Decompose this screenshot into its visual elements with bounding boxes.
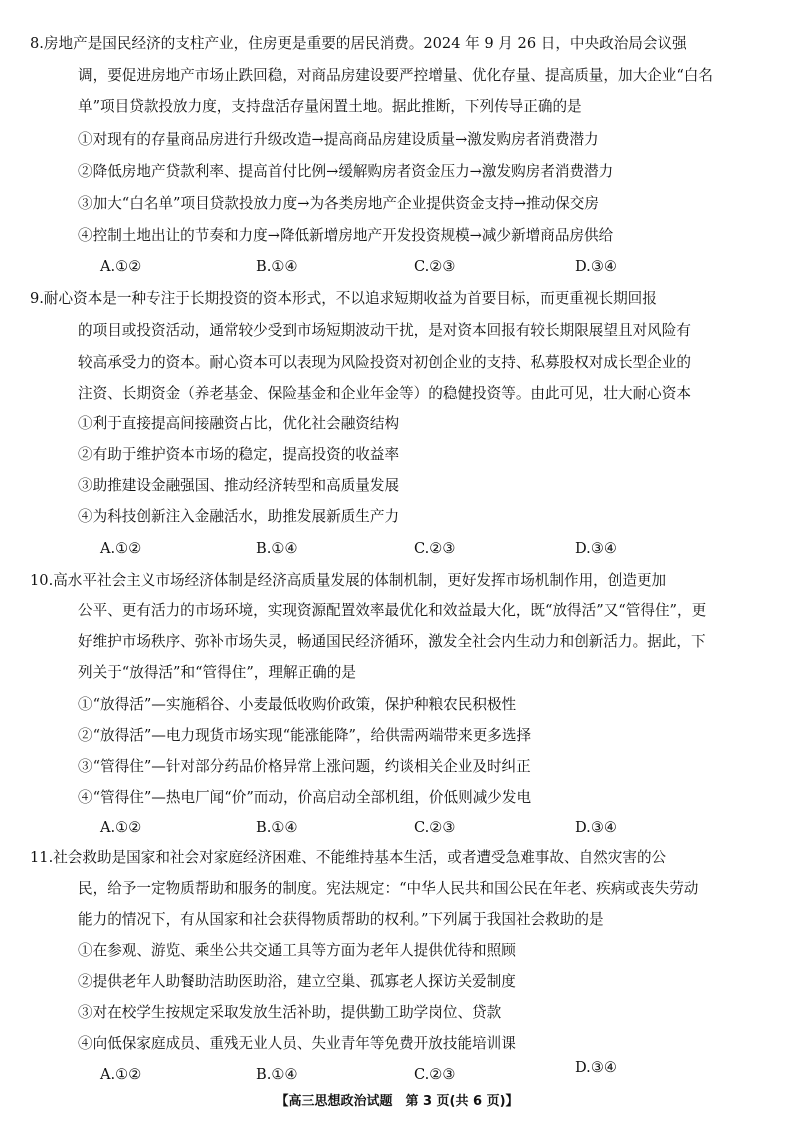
question-11-choice-d[interactable]: D.③④ [575, 1059, 617, 1076]
question-9-option-3: ③助推建设金融强国、推动经济转型和高质量发展 [78, 477, 400, 494]
question-11-stem-line: 民，给予一定物质帮助和服务的制度。宪法规定：“中华人民共和国公民在年老、疾病或丧失劳动 [78, 880, 699, 897]
question-11-stem-line: 能力的情况下，有从国家和社会获得物质帮助的权利。”下列属于我国社会救助的是 [78, 911, 604, 928]
question-9-choice-c[interactable]: C.②③ [414, 540, 456, 557]
question-10-option-2: ②“放得活”—电力现货市场实现“能涨能降”，给供需两端带来更多选择 [78, 727, 532, 744]
question-11-option-3: ③对在校学生按规定采取发放生活补助，提供勤工助学岗位、贷款 [78, 1004, 502, 1021]
question-9-choice-d[interactable]: D.③④ [575, 540, 617, 557]
question-9-choice-b[interactable]: B.①④ [256, 540, 298, 557]
question-11-choice-a[interactable]: A.①② [100, 1066, 142, 1083]
question-10-stem-line: 列关于“放得活”和“管得住”，理解正确的是 [78, 664, 356, 681]
question-9-stem-line: 注资、长期资金（养老基金、保险基金和企业年金等）的稳健投资等。由此可见，壮大耐心资本 [78, 385, 691, 402]
question-9-option-2: ②有助于维护资本市场的稳定，提高投资的收益率 [78, 446, 400, 463]
question-10-option-4: ④“管得住”—热电厂闻“价”而动，价高启动全部机组，价低则减少发电 [78, 789, 532, 806]
question-10-choice-c[interactable]: C.②③ [414, 819, 456, 836]
question-10-stem-line: 公平、更有活力的市场环境，实现资源配置效率最优化和效益最大化，既“放得活”又“管得住”，更 [78, 602, 707, 619]
question-10-stem-line: 10.高水平社会主义市场经济体制是经济高质量发展的体制机制，更好发挥市场机制作用，创造更加 [30, 572, 667, 589]
question-10-option-1: ①“放得活”—实施稻谷、小麦最低收购价政策，保护种粮农民积极性 [78, 696, 517, 713]
question-10-choice-b[interactable]: B.①④ [256, 819, 298, 836]
question-8-choice-a[interactable]: A.①② [100, 258, 142, 275]
question-10-stem-line: 好维护市场秩序、弥补市场失灵，畅通国民经济循环，激发全社会内生动力和创新活力。据此，下 [78, 633, 706, 650]
question-8-option-3: ③加大“白名单”项目贷款投放力度→为各类房地产企业提供资金支持→推动保交房 [78, 195, 599, 212]
question-8-choice-c[interactable]: C.②③ [414, 258, 456, 275]
question-10-option-3: ③“管得住”—针对部分药品价格异常上涨问题，约谈相关企业及时纠正 [78, 758, 531, 775]
question-9-option-1: ①利于直接提高间接融资占比，优化社会融资结构 [78, 415, 400, 432]
page-footer: 【高三思想政治试题 第 3 页(共 6 页)】 [275, 1094, 519, 1109]
question-8-choice-d[interactable]: D.③④ [575, 258, 617, 275]
question-8-option-4: ④控制土地出让的节奏和力度→降低新增房地产开发投资规模→减少新增商品房供给 [78, 227, 614, 244]
question-11-option-2: ②提供老年人助餐助洁助医助浴，建立空巢、孤寡老人探访关爱制度 [78, 973, 516, 990]
question-10-choice-a[interactable]: A.①② [100, 819, 142, 836]
question-10-choice-d[interactable]: D.③④ [575, 819, 617, 836]
question-11-choice-c[interactable]: C.②③ [414, 1066, 456, 1083]
question-8-choice-b[interactable]: B.①④ [256, 258, 298, 275]
question-9-choice-a[interactable]: A.①② [100, 540, 142, 557]
question-9-stem-line: 的项目或投资活动，通常较少受到市场短期波动干扰，是对资本回报有较长期限展望且对风险有 [78, 322, 691, 339]
question-8-option-2: ②降低房地产贷款利率、提高首付比例→缓解购房者资金压力→激发购房者消费潜力 [78, 163, 614, 180]
question-9-stem-line: 较高承受力的资本。耐心资本可以表现为风险投资对初创企业的支持、私募股权对成长型企业的 [78, 354, 691, 371]
question-11-stem-line: 11.社会救助是国家和社会对家庭经济困难、不能维持基本生活，或者遭受急难事故、自然灾害的公 [30, 849, 667, 866]
question-11-choice-b[interactable]: B.①④ [256, 1066, 298, 1083]
question-9-stem-line: 9.耐心资本是一种专注于长期投资的资本形式，不以追求短期收益为首要目标，而更重视长期回报 [30, 290, 657, 307]
question-11-option-1: ①在参观、游览、乘坐公共交通工具等方面为老年人提供优待和照顾 [78, 942, 516, 959]
question-8-stem-line: 单”项目贷款投放力度，支持盘活存量闲置土地。据此推断，下列传导正确的是 [78, 98, 582, 115]
question-8-stem-line: 调，要促进房地产市场止跌回稳，对商品房建设要严控增量、优化存量、提高质量，加大企业“白名 [78, 67, 713, 84]
question-8-stem-line: 8.房地产是国民经济的支柱产业，住房更是重要的居民消费。2024 年 9 月 26 日，中央政治局会议强 [30, 35, 687, 52]
question-9-option-4: ④为科技创新注入金融活水，助推发展新质生产力 [78, 508, 400, 525]
question-11-option-4: ④向低保家庭成员、重残无业人员、失业青年等免费开放技能培训课 [78, 1035, 516, 1052]
question-8-option-1: ①对现有的存量商品房进行升级改造→提高商品房建设质量→激发购房者消费潜力 [78, 131, 599, 148]
